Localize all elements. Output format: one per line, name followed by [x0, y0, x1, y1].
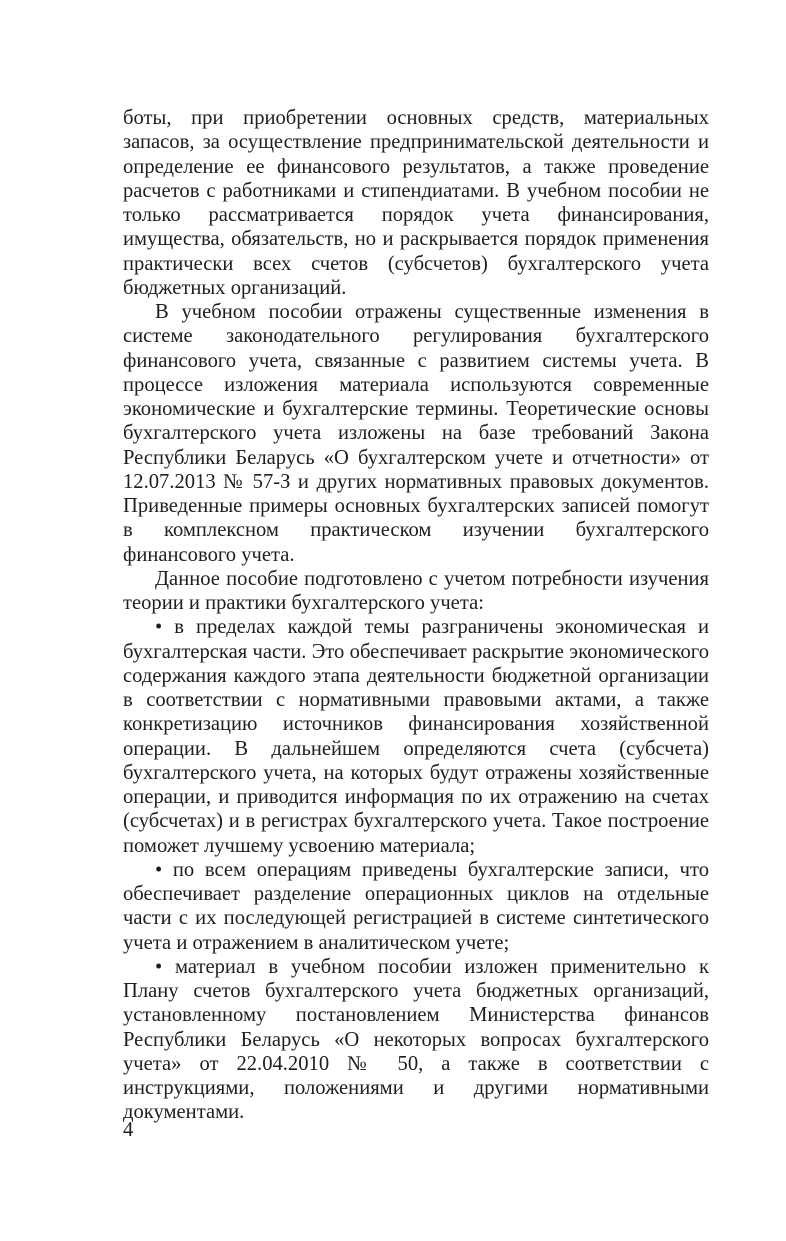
bullet-item-economic-accounting-parts: • в пределах каждой темы разграничены экономическая и бухгалтерская части. Это обеспечивает раскрытие экономического содержания каждого этапа деятельности бюджетной организации в соответствии с нормативными правовыми актами, а также конкретизацию источников финансирования хозяйственной операции. В дальнейшем определяются счета (субсчета) бухгалтерского учета, на которых будут отражены хозяйственные операции, и приводится информация по их отражению на счетах (субсчетах) и в регистрах бухгалтерского учета. Такое построение поможет лучшему усвоению материала;	[123, 616, 709, 857]
bullet-item-accounting-entries: • по всем операциям приведены бухгалтерские записи, что обеспечивает разделение операционных циклов на отдельные части с их последующей регистрацией в системе синтетического учета и отражением в аналитическом учете;	[123, 858, 709, 954]
bullet-item-chart-of-accounts: • материал в учебном пособии изложен применительно к Плану счетов бухгалтерского учета бюджетных организаций, установленному постановлением Министерства финансов Республики Беларусь «О некоторых вопросах бухгалтерского учета» от 22.04.2010 № 50, а также в соответствии с инструкциями, положениями и другими нормативными документами.	[123, 955, 709, 1124]
body-text	[123, 106, 709, 1125]
paragraph-purpose: Данное пособие подготовлено с учетом потребности изучения теории и практики бухгалтерского учета:	[123, 567, 709, 614]
paragraph-continuation: боты, при приобретении основных средств, материальных запасов, за осуществление предпринимательской деятельности и определение ее финансового результатов, а также проведение расчетов с работниками и стипендиатами. В учебном пособии не только рассматривается порядок учета финансирования, имущества, обязательств, но и раскрывается порядок применения практически всех счетов (субсчетов) бухгалтерского учета бюджетных организаций.	[123, 107, 709, 299]
page-number: 4	[123, 1119, 134, 1141]
paragraph-legislative-changes: В учебном пособии отражены существенные изменения в системе законодательного регулирования бухгалтерского финансового учета, связанные с развитием системы учета. В процессе изложения материала используются современные экономические и бухгалтерские термины. Теоретические основы бухгалтерского учета изложены на базе требований Закона Республики Беларусь «О бухгалтерском учете и отчетности» от 12.07.2013 № 57-З и других нормативных правовых документов. Приведенные примеры основных бухгалтерских записей помогут в комплексном практическом изучении бухгалтерского финансового учета.	[123, 301, 709, 566]
